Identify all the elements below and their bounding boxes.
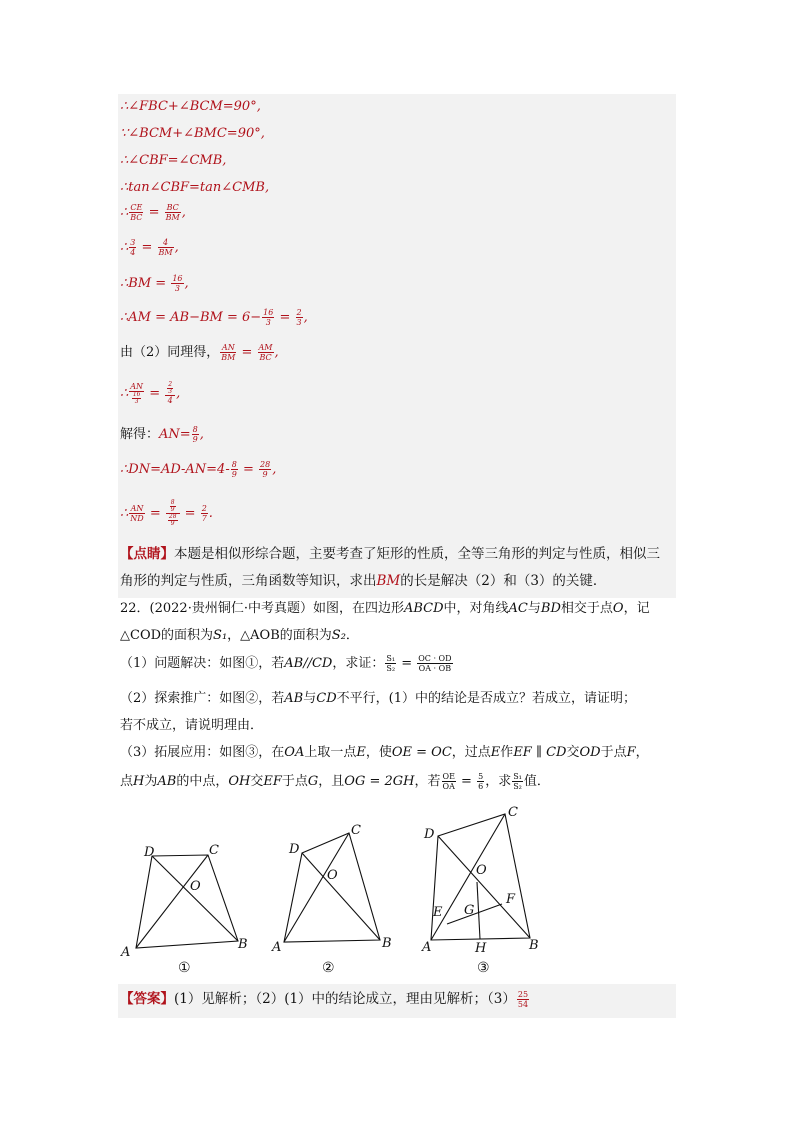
- fig3-label-A: A: [422, 940, 432, 955]
- solution-line-7: ∴BM = $\frac{16}{3}$ ,: [120, 274, 189, 293]
- fig3-label-G: G: [464, 903, 475, 918]
- fig2-label-A: A: [272, 940, 282, 955]
- solution-line-13: ∴ $\frac{AN}{ND}$ = $\frac{\frac{8}{9}}{\frac{28}{9}}$ = $\frac{2}{7}$ .: [120, 499, 213, 527]
- fig3-label-B: B: [529, 938, 539, 953]
- comment-line-2: 角形的判定与性质，三角函数等知识，求出BM的长是解决（2）和（3）的关键．: [120, 573, 607, 589]
- fig3-number: ③: [477, 960, 490, 976]
- fig3-label-O: O: [476, 863, 487, 878]
- fig2-label-B: B: [382, 936, 392, 951]
- fig3-label-F: F: [506, 892, 516, 907]
- solution-line-8: ∴AM = AB−BM = 6− $\frac{16}{3}$ = $\frac{2}{3}$ ,: [120, 308, 308, 327]
- fig2-number: ②: [322, 960, 335, 976]
- fig2-label-D: D: [289, 842, 300, 857]
- fig3-label-H: H: [475, 941, 487, 956]
- solution-line-6: ∴ $\frac{3}{4}$ = $\frac{4}{BM}$ ,: [120, 238, 179, 257]
- fig2-label-C: C: [351, 823, 361, 838]
- solution-line-5: ∴ $\frac{CE}{BC}$ = $\frac{BC}{BM}$ ,: [120, 203, 186, 222]
- question-3-line-2: 点H为AB的中点，OH交EF于点G，且OG = 2GH，若 $\frac{OE}{OA}$ = $\frac{5}{6}$ ，求 $\frac{\text{S₁}}{\text{S₂}}$ 值．: [120, 772, 550, 791]
- figure-2: [271, 823, 392, 976]
- figure-3: [421, 805, 539, 976]
- answer-line: 【答案】(1）见解析；（2）(1）中的结论成立，理由见解析；（3） $\frac{25}{54}$: [120, 990, 529, 1009]
- fig3-label-D: D: [424, 827, 435, 842]
- fig2-label-O: O: [327, 868, 338, 883]
- solution-line-12: ∴DN=AD-AN=4- $\frac{8}{9}$ = $\frac{28}{9}$ ,: [120, 460, 277, 479]
- solution-line-1: ∴∠FBC+∠BCM=90°,: [120, 99, 261, 114]
- solution-line-2: ∵∠BCM+∠BMC=90°,: [120, 126, 265, 141]
- fig1-label-C: C: [209, 843, 219, 858]
- question-2-line-2: 若不成立，请说明理由．: [120, 718, 264, 733]
- figure-1: [120, 843, 248, 976]
- fig3-label-C: C: [508, 805, 518, 820]
- question-2-line-1: （2）探索推广：如图②，若AB与CD不平行，(1）中的结论是否成立？若成立，请证明；: [120, 691, 636, 706]
- fig1-label-B: B: [238, 937, 248, 952]
- fig1-label-O: O: [190, 879, 201, 894]
- solution-line-3: ∴∠CBF=∠CMB,: [120, 153, 227, 168]
- fig1-label-A: A: [121, 945, 131, 960]
- fig1-number: ①: [178, 960, 191, 976]
- fig1-label-D: D: [144, 845, 155, 860]
- problem-line-2: △COD的面积为S₁，△AOB的面积为S₂．: [120, 628, 359, 643]
- comment-line-1: 【点睛】本题是相似形综合题，主要考查了矩形的性质，全等三角形的判定与性质，相似三: [120, 546, 660, 562]
- question-1: （1）问题解决：如图①，若AB//CD，求证： $\frac{\text{S₁}}{\text{S₂}}$ = $\frac{OC \cdot OD}{OA \cdot OB}$: [120, 654, 452, 673]
- problem-line-1: 22．(2022·贵州铜仁·中考真题）如图，在四边形ABCD中，对角线AC与BD相交于点O，记: [120, 601, 650, 616]
- solution-line-4: ∴tan∠CBF=tan∠CMB,: [120, 180, 270, 195]
- solution-line-9: 由（2）同理得， $\frac{AN}{BM}$ = $\frac{AM}{BC}$ ,: [120, 343, 279, 362]
- solution-line-10: ∴ $\frac{AN}{\frac{16}{3}}$ = $\frac{\frac{2}{3}}{4}$ ,: [120, 381, 181, 405]
- geometry-figures: [0, 800, 794, 990]
- solution-line-11: 解得：AN= $\frac{8}{9}$ ,: [120, 425, 204, 444]
- fig3-label-E: E: [433, 905, 443, 920]
- question-3-line-1: （3）拓展应用：如图③，在OA上取一点E，使OE = OC，过点E作EF ∥ CD交OD于点F，: [120, 745, 649, 760]
